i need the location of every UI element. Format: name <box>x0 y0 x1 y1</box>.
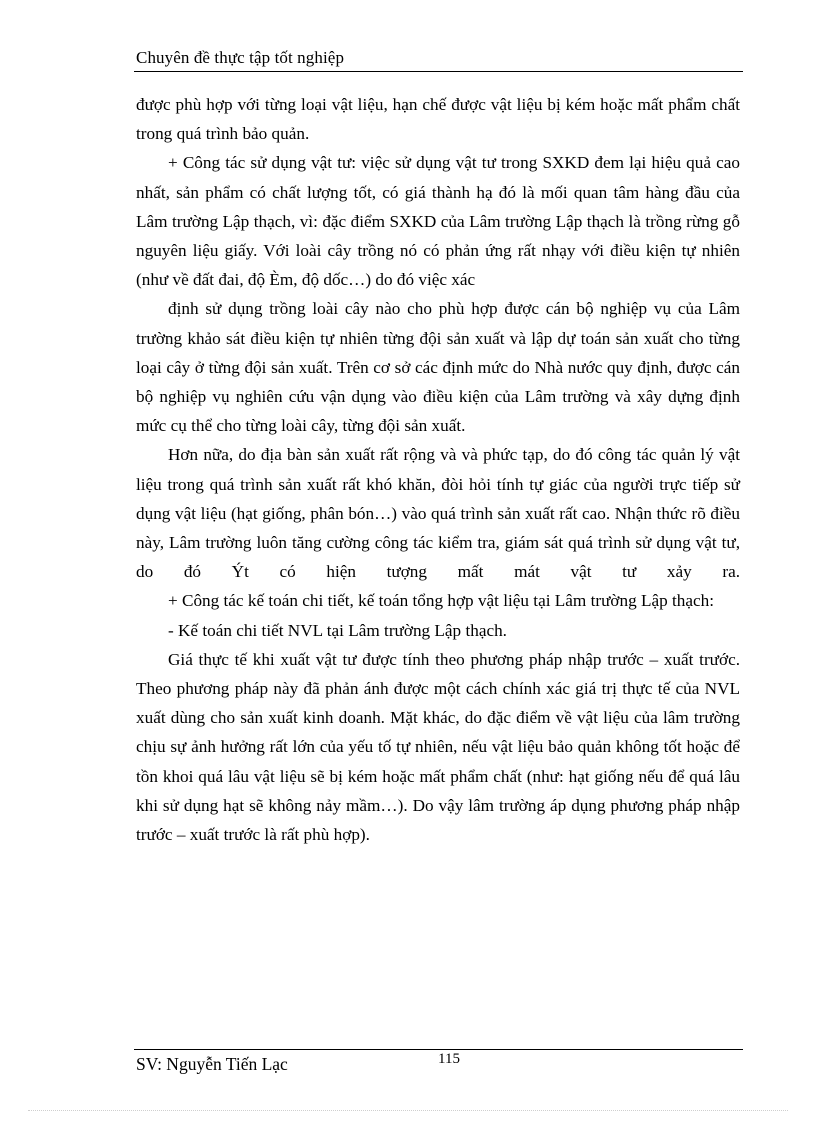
footer-student-name: SV: Nguyễn Tiến Lạc <box>136 1054 288 1074</box>
paragraph-7: Giá thực tế khi xuất vật tư được tính theo phương pháp nhập trước – xuất trước. Theo phương pháp này đã phản ánh được một cách chính xác giá trị thực tế của NVL xuất dùng cho sản xuất kinh doanh. Mặt khác, do đặc điểm về vật liệu của lâm trường chịu sự ảnh hưởng rất lớn của yếu tố tự nhiên, nếu vật liệu bảo quản không tốt hoặc để tồn khoi quá lâu vật liệu sẽ bị kém hoặc mất phẩm chất (như: hạt giống nếu để quá lâu khi sử dụng hạt sẽ không nảy mầm…). Do vậy lâm trường áp dụng phương pháp nhập trước – xuất trước là rất phù hợp). <box>136 649 740 845</box>
page-bottom-border <box>28 1110 788 1111</box>
page-number: 115 <box>438 1051 460 1067</box>
paragraph-1: được phù hợp với từng loại vật liệu, hạn chế được vật liệu bị kém hoặc mất phẩm chất trong quá trình bảo quản. <box>136 95 740 144</box>
header-divider <box>134 71 743 72</box>
paragraph-5: + Công tác kế toán chi tiết, kế toán tổng hợp vật liệu tại Lâm trường Lập thạch: <box>168 591 714 611</box>
page-header-title: Chuyên đề thực tập tốt nghiệp <box>136 48 345 67</box>
document-body <box>136 90 740 849</box>
paragraph-4: Hơn nữa, do địa bàn sản xuất rất rộng và và phức tạp, do đó công tác quản lý vật liệu trong quá trình sản xuất rất khó khăn, đòi hỏi tính tự giác của người trực tiếp sử dụng vật liệu (hạt giống, phân bón…) vào quá trình sản xuất rất cao. Nhận thức rõ điều này, Lâm trường luôn tăng cường công tác kiểm tra, giám sát quá trình sử dụng vật tư, do đó Ýt có hiện tượng mất mát vật tư xảy ra. <box>136 445 740 582</box>
paragraph-3: định sử dụng trồng loài cây nào cho phù hợp được cán bộ nghiệp vụ của Lâm trường khảo sát điều kiện tự nhiên từng đội sản xuất và lập dự toán sản xuất cho từng loại cây ở từng đội sản xuất. Trên cơ sở các định mức do Nhà nước quy định, được cán bộ nghiệp vụ nghiên cứu vận dụng vào điều kiện của Lâm trường và xây dựng định mức cụ thể cho từng loài cây, từng đội sản xuất. <box>136 299 740 436</box>
paragraph-6: - Kế toán chi tiết NVL tại Lâm trường Lập thạch. <box>168 620 507 640</box>
paragraph-2: + Công tác sử dụng vật tư: việc sử dụng vật tư trong SXKD đem lại hiệu quả cao nhất, sản phẩm có chất lượng tốt, có giá thành hạ đó là mối quan tâm hàng đầu của Lâm trường Lập thạch, vì: đặc điểm SXKD của Lâm trường Lập thạch là trồng rừng gỗ nguyên liệu giấy. Với loài cây trồng nó có phản ứng rất nhạy với điều kiện tự nhiên (như về đất đai, độ Èm, độ dốc…) do đó việc xác <box>136 153 740 290</box>
footer-divider <box>134 1049 743 1050</box>
